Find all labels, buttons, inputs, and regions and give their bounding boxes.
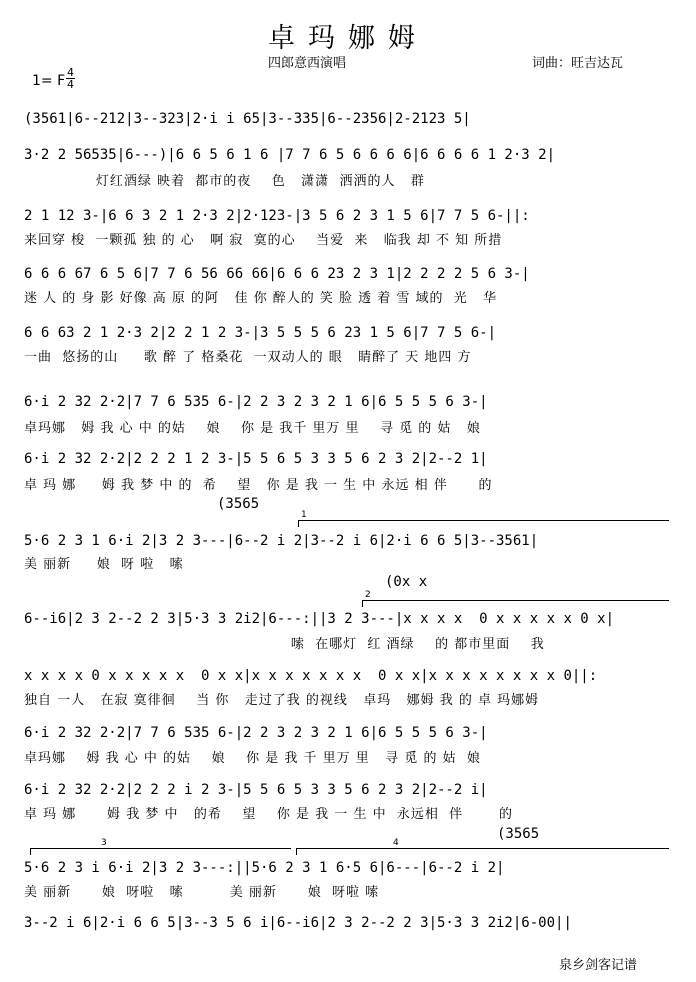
time-bottom: 4 <box>67 78 74 91</box>
rap-intro: (0x x <box>385 574 428 590</box>
notation-row-7: 6·i 2 32 2·2|2 2 2 1 2 3-|5 5 6 5 3 3 5 6 2 3 2|2--2 1| <box>24 451 488 467</box>
time-top: 4 <box>67 66 74 79</box>
lyric-row-2: 灯红酒绿 映着 都市的夜 色 潇潇 洒洒的人 群 <box>24 174 425 189</box>
notation-row-4: 6 6 6 67 6 5 6|7 7 6 56 66 66|6 6 6 23 2 3 1|2 2 2 2 5 6 3-| <box>24 266 530 282</box>
volta-label-2: 2 <box>365 590 371 600</box>
lyric-row-13: 美 丽新 娘 呀啦 嗦 美 丽新 娘 呀啦 嗦 <box>24 885 380 900</box>
lyric-row-8: 美 丽新 娘 呀 啦 嗦 <box>24 557 184 572</box>
notation-row-9: 6--i6|2 3 2--2 2 3|5·3 3 2i2|6---:||3 2 3---|x x x x 0 x x x x x 0 x| <box>24 611 615 627</box>
lyric-row-7: 卓 玛 娜 姆 我 梦 中 的 希 望 你 是 我 一 生 中 永远 相 伴 的 <box>24 478 493 493</box>
notation-row-5: 6 6 63 2 1 2·3 2|2 2 1 2 3-|3 5 5 5 6 23 1 5 6|7 7 5 6-| <box>24 325 497 341</box>
notation-row-3: 2 1 12 3-|6 6 3 2 1 2·3 2|2·123-|3 5 6 2 3 1 5 6|7 7 5 6-||: <box>24 208 530 224</box>
lyric-row-9: 嗦 在哪灯 红 酒绿 的 都市里面 我 <box>24 637 545 652</box>
volta-label-3: 3 <box>101 838 107 848</box>
lyric-row-11: 卓玛娜 姆 我 心 中 的姑 娘 你 是 我 千 里万 里 寻 觅 的 姑 娘 <box>24 751 481 766</box>
lyric-row-4: 迷 人 的 身 影 好像 高 原 的阿 佳 你 醉人的 笑 脸 透 着 雪 域的 光 华 <box>24 291 498 306</box>
transcriber-credit: 泉乡剑客记谱 <box>559 958 638 973</box>
lyric-row-5: 一曲 悠扬的山 歌 醉 了 格桑花 一双动人的 眼 睛醉了 天 地四 方 <box>24 350 472 365</box>
time-signature <box>66 67 75 90</box>
notation-row-12: 6·i 2 32 2·2|2 2 2 i 2 3-|5 5 6 5 3 3 5 6 2 3 2|2--2 i| <box>24 782 488 798</box>
notation-row-11: 6·i 2 32 2·2|7 7 6 535 6-|2 2 3 2 3 2 1 6|6 5 5 5 6 3-| <box>24 725 488 741</box>
notation-row-14: 3--2 i 6|2·i 6 6 5|3--3 5 6 i|6--i6|2 3 2--2 2 3|5·3 3 2i2|6-00|| <box>24 915 572 931</box>
volta-bracket-1 <box>298 510 669 527</box>
volta-label-1: 1 <box>301 510 307 520</box>
volta-bracket-2 <box>362 590 669 607</box>
lyric-row-10: 独自 一人 在寂 寞徘徊 当 你 走过了我 的视线 卓玛 娜姆 我 的 卓 玛娜姆 <box>24 693 540 708</box>
volta-label-4: 4 <box>393 838 399 848</box>
notation-row-6: 6·i 2 32 2·2|7 7 6 535 6-|2 2 3 2 3 2 1 6|6 5 5 5 6 3-| <box>24 394 488 410</box>
song-title: 卓玛娜姆 <box>268 23 428 54</box>
lyric-row-3: 来回穿 梭 一颗孤 独 的 心 啊 寂 寞的心 当爱 来 临我 却 不 知 所措 <box>24 233 503 248</box>
notation-row-8: 5·6 2 3 1 6·i 2|3 2 3---|6--2 i 2|3--2 i 6|2·i 6 6 5|3--3561| <box>24 533 539 549</box>
lyric-row-12: 卓 玛 娜 姆 我 梦 中 的希 望 你 是 我 一 生 中 永远相 伴 的 <box>24 807 514 822</box>
writer-credit: 词曲：旺吉达瓦 <box>532 56 624 71</box>
volta-bracket-3 <box>30 838 291 855</box>
notation-row-1: (3561|6--212|3--323|2·i i 65|3--335|6--2356|2-2123 5| <box>24 111 471 127</box>
key-signature: 1= F <box>32 73 66 89</box>
intro-repeat-1: (3565 <box>217 496 260 512</box>
volta-bracket-4 <box>296 838 669 855</box>
notation-row-2: 3·2 2 56535|6---)|6 6 5 6 1 6 |7 7 6 5 6 6 6 6|6 6 6 6 1 2·3 2| <box>24 147 556 163</box>
singer-credit: 四郎意西演唱 <box>268 56 347 71</box>
intro-repeat-2: (3565 <box>497 826 540 842</box>
notation-row-10: x x x x 0 x x x x x 0 x x|x x x x x x x 0 x x|x x x x x x x x 0||: <box>24 668 598 684</box>
notation-row-13: 5·6 2 3 i 6·i 2|3 2 3---:||5·6 2 3 1 6·5 6|6---|6--2 i 2| <box>24 860 505 876</box>
lyric-row-6: 卓玛娜 姆 我 心 中 的姑 娘 你 是 我千 里万 里 寻 觅 的 姑 娘 <box>24 421 481 436</box>
